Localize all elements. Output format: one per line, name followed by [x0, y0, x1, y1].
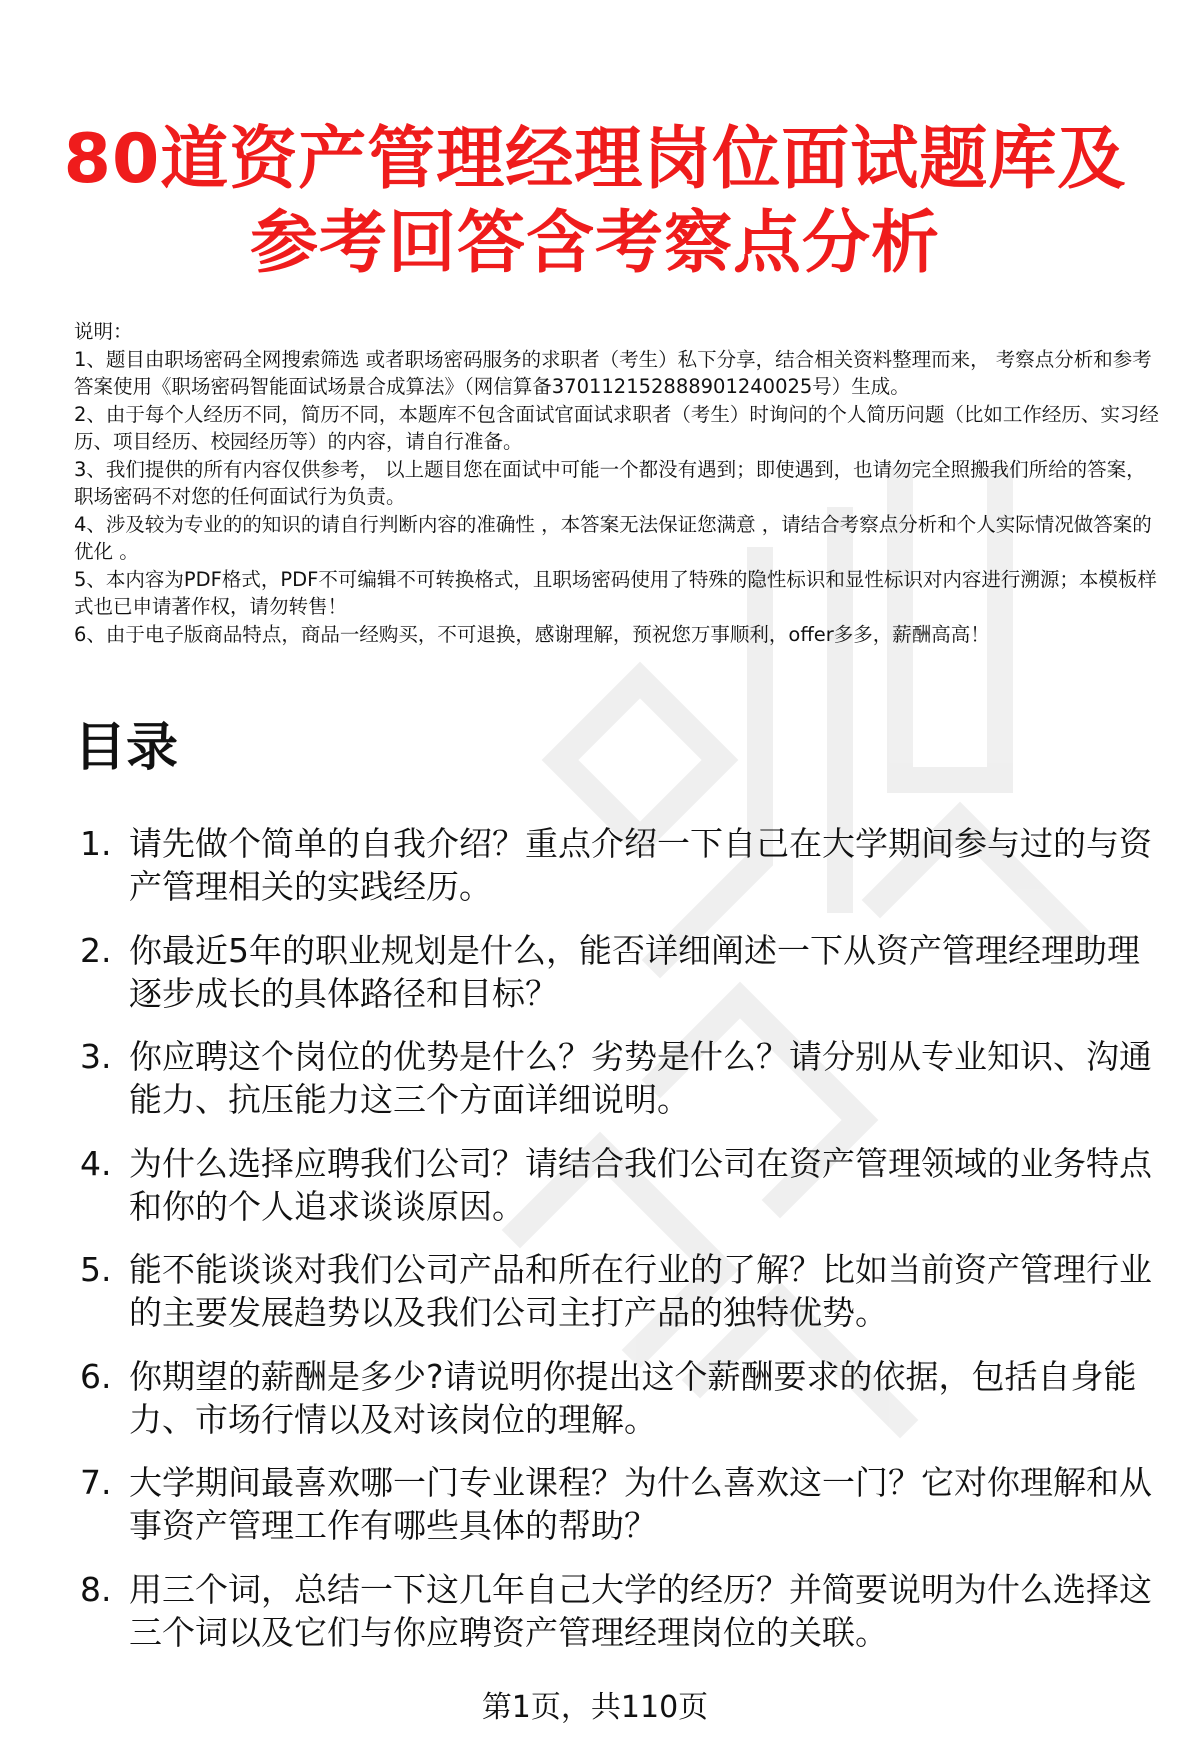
question-text: 你应聘这个岗位的优势是什么？劣势是什么？请分别从专业知识、沟通能力、抗压能力这三个方面详细说明。: [129, 1037, 1152, 1119]
note-item-1: 1、题目由职场密码全网搜索筛选 或者职场密码服务的求职者（考生）私下分享，结合相关资料整理而来， 考察点分析和参考答案使用《职场密码智能面试场景合成算法》（网信算备370112152888901240025号）生成。: [74, 347, 1152, 398]
question-number: 7.: [80, 1463, 112, 1502]
question-text: 能不能谈谈对我们公司产品和所在行业的了解？比如当前资产管理行业的主要发展趋势以及我们公司主打产品的独特优势。: [129, 1250, 1152, 1332]
question-number: 8.: [80, 1569, 112, 1609]
question-number: 2.: [80, 930, 112, 970]
question-item: [74, 1142, 1164, 1228]
question-number: 1.: [80, 824, 112, 863]
title-line-1: 80道资产管理经理岗位面试题库及: [63, 120, 1127, 199]
notes-heading: 说明：: [74, 320, 133, 343]
note-item-6: 6、由于电子版商品特点，商品一经购买，不可退换，感谢理解，预祝您万事顺利，offer多多，薪酬高高！: [74, 622, 990, 646]
question-item: [74, 929, 1164, 1015]
question-text: 你期望的薪酬是多少?请说明你提出这个薪酬要求的依据，包括自身能力、市场行情以及对该岗位的理解。: [129, 1356, 1137, 1439]
note-item-5: 5、本内容为PDF格式，PDF不可编辑不可转换格式，且职场密码使用了特殊的隐性标识和显性标识对内容进行溯源；本模板样式也已申请著作权，请勿转售！: [74, 567, 1157, 618]
question-number: 5.: [80, 1250, 112, 1289]
question-item: [74, 1461, 1164, 1547]
question-text: 大学期间最喜欢哪一门专业课程？为什么喜欢这一门？它对你理解和从事资产管理工作有哪些具体的帮助？: [129, 1463, 1152, 1545]
document-title: [60, 118, 1130, 286]
note-item-2: 2、由于每个人经历不同，简历不同，本题库不包含面试官面试求职者（考生）时询问的个人简历问题（比如工作经历、实习经历、项目经历、校园经历等）的内容，请自行准备。: [74, 402, 1159, 453]
question-item: [74, 1248, 1164, 1334]
note-item-3: 3、我们提供的所有内容仅供参考， 以上题目您在面试中可能一个都没有遇到；即使遇到，也请勿完全照搬我们所给的答案，职场密码不对您的任何面试行为负责。: [74, 457, 1146, 508]
question-item: [74, 1355, 1164, 1441]
question-text: 请先做个简单的自我介绍？重点介绍一下自己在大学期间参与过的与资产管理相关的实践经历。: [129, 824, 1152, 906]
question-number: 4.: [80, 1143, 112, 1183]
page-footer: 第1页，共110页: [481, 1690, 709, 1725]
question-item: [74, 1568, 1164, 1654]
question-item: [74, 1035, 1164, 1121]
question-text: 用三个词，总结一下这几年自己大学的经历？并简要说明为什么选择这三个词以及它们与你应聘资产管理经理岗位的关联。: [129, 1569, 1152, 1652]
question-number: 3.: [80, 1037, 112, 1076]
question-number: 6.: [80, 1356, 112, 1396]
question-item: [74, 822, 1164, 908]
title-line-2: 参考回答含考察点分析: [249, 204, 940, 283]
question-text: 你最近5年的职业规划是什么，能否详细阐述一下从资产管理经理助理逐步成长的具体路径和目标？: [129, 930, 1140, 1013]
question-list: [74, 822, 1164, 1674]
notes-section: [74, 318, 1164, 648]
question-text: 为什么选择应聘我们公司？请结合我们公司在资产管理领域的业务特点和你的个人追求谈谈原因。: [129, 1143, 1152, 1226]
note-item-4: 4、涉及较为专业的的知识的请自行判断内容的准确性 ，本答案无法保证您满意 ，请结合考察点分析和个人实际情况做答案的优化 。: [74, 512, 1152, 563]
toc-heading: 目录: [74, 718, 179, 778]
